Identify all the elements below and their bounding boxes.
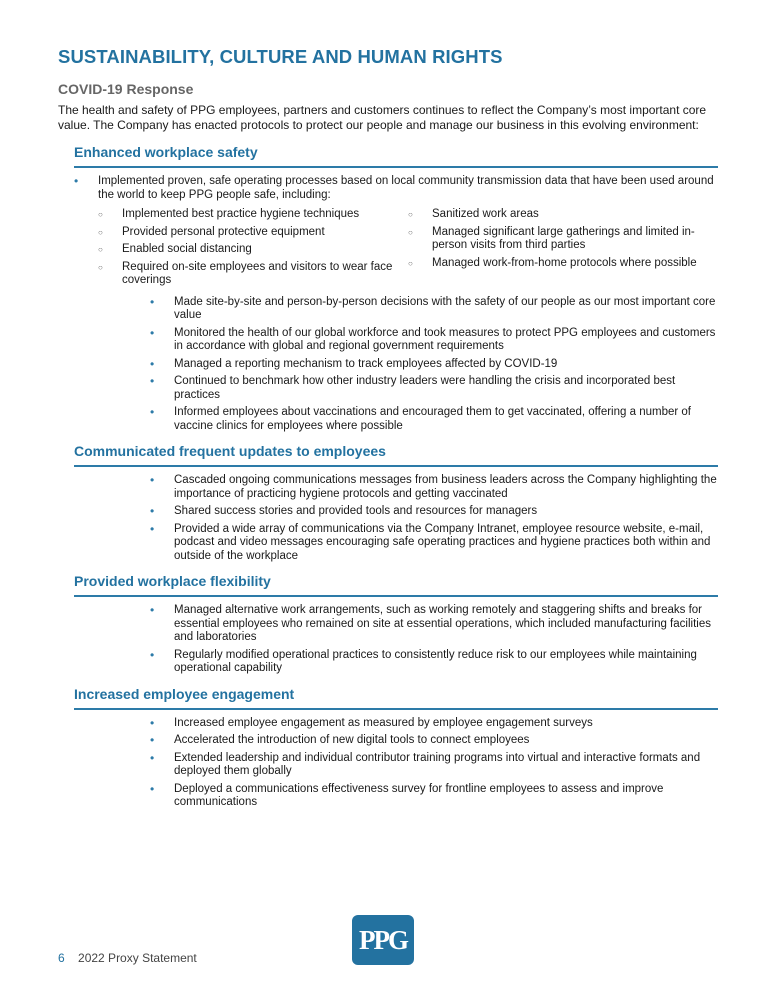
list-item: • Provided a wide array of communications via the Company Intranet, employee resource website, e-mail, podcast and video messages encouraging safe operating practices and hygiene practices both within and outside of the workplace [150, 523, 718, 564]
section-heading: Communicated frequent updates to employees [74, 443, 718, 467]
list-item: • Monitored the health of our global workforce and took measures to protect PPG employees and customers in accordance with global and regional government requirements [150, 327, 718, 354]
list-item: • Cascaded ongoing communications messages from business leaders across the Company highlighting the importance of practicing hygiene protocols and getting vaccinated [150, 474, 718, 501]
section-heading: Increased employee engagement [74, 686, 718, 710]
sub-list-grid [98, 208, 718, 292]
section-enhanced-workplace-safety [74, 144, 718, 443]
list-item: • Regularly modified operational practices to consistently reduce risk to our employees while maintaining operational capability [150, 649, 718, 676]
ppg-logo: PPG [352, 915, 414, 965]
list-item: • Shared success stories and provided tools and resources for managers [150, 505, 718, 519]
sub-list-item: ○ Required on-site employees and visitors to wear face coverings [98, 261, 408, 288]
page-number: 6 [58, 951, 65, 965]
list-item: • Implemented proven, safe operating processes based on local community transmission data that have been used around the world to keep PPG people safe, including: ○ Implemented best practice hygiene techniques ○ Provided personal protective equipment ○ Enabled social distancing ○ Required on-site employees and visitors to wear face coverings ○ Sanitized work areas ○ Managed significant large gatherings and limited in-person visits from third parties ○ Managed work-from-home protocols where possible [74, 175, 718, 292]
list-item: • Accelerated the introduction of new digital tools to connect employees [150, 734, 718, 748]
sub-list-item: ○ Managed significant large gatherings and limited in-person visits from third parties [408, 226, 718, 253]
section-employee-engagement [74, 686, 718, 810]
section-heading: Provided workplace flexibility [74, 573, 718, 597]
sub-list-item: ○ Implemented best practice hygiene techniques [98, 208, 408, 222]
section-subtitle: COVID-19 Response [58, 81, 194, 97]
page-footer [58, 951, 197, 965]
list-item: • Increased employee engagement as measured by employee engagement surveys [150, 717, 718, 731]
footer-label: 2022 Proxy Statement [78, 951, 197, 965]
list-item: • Managed alternative work arrangements, such as working remotely and staggering shifts and breaks for essential employees who remained on site at essential operations, which included manufacturing facilities and laboratories [150, 604, 718, 645]
list-item: • Made site-by-site and person-by-person decisions with the safety of our people as our most important core value [150, 296, 718, 323]
sub-list-item: ○ Managed work-from-home protocols where possible [408, 257, 718, 271]
list-item: • Deployed a communications effectiveness survey for frontline employees to assess and improve communications [150, 783, 718, 810]
section-workplace-flexibility [74, 573, 718, 686]
list-item: • Informed employees about vaccinations and encouraged them to get vaccinated, offering a number of vaccine clinics for employees where possible [150, 406, 718, 433]
section-heading: Enhanced workplace safety [74, 144, 718, 168]
sub-list-item: ○ Provided personal protective equipment [98, 226, 408, 240]
document-page [58, 40, 718, 814]
section-communicated-updates [74, 443, 718, 573]
intro-paragraph: The health and safety of PPG employees, partners and customers continues to reflect the Company’s most important core value. The Company has enacted protocols to protect our people and manage our business in this evolving environment: [58, 103, 707, 132]
page-title: SUSTAINABILITY, CULTURE AND HUMAN RIGHTS [58, 46, 503, 67]
sub-list-item: ○ Enabled social distancing [98, 243, 408, 257]
list-item: • Extended leadership and individual contributor training programs into virtual and interactive formats and deployed them globally [150, 752, 718, 779]
sub-list-item: ○ Sanitized work areas [408, 208, 718, 222]
list-item: • Continued to benchmark how other industry leaders were handling the crisis and incorporated best practices [150, 375, 718, 402]
list-item: • Managed a reporting mechanism to track employees affected by COVID-19 [150, 358, 718, 372]
